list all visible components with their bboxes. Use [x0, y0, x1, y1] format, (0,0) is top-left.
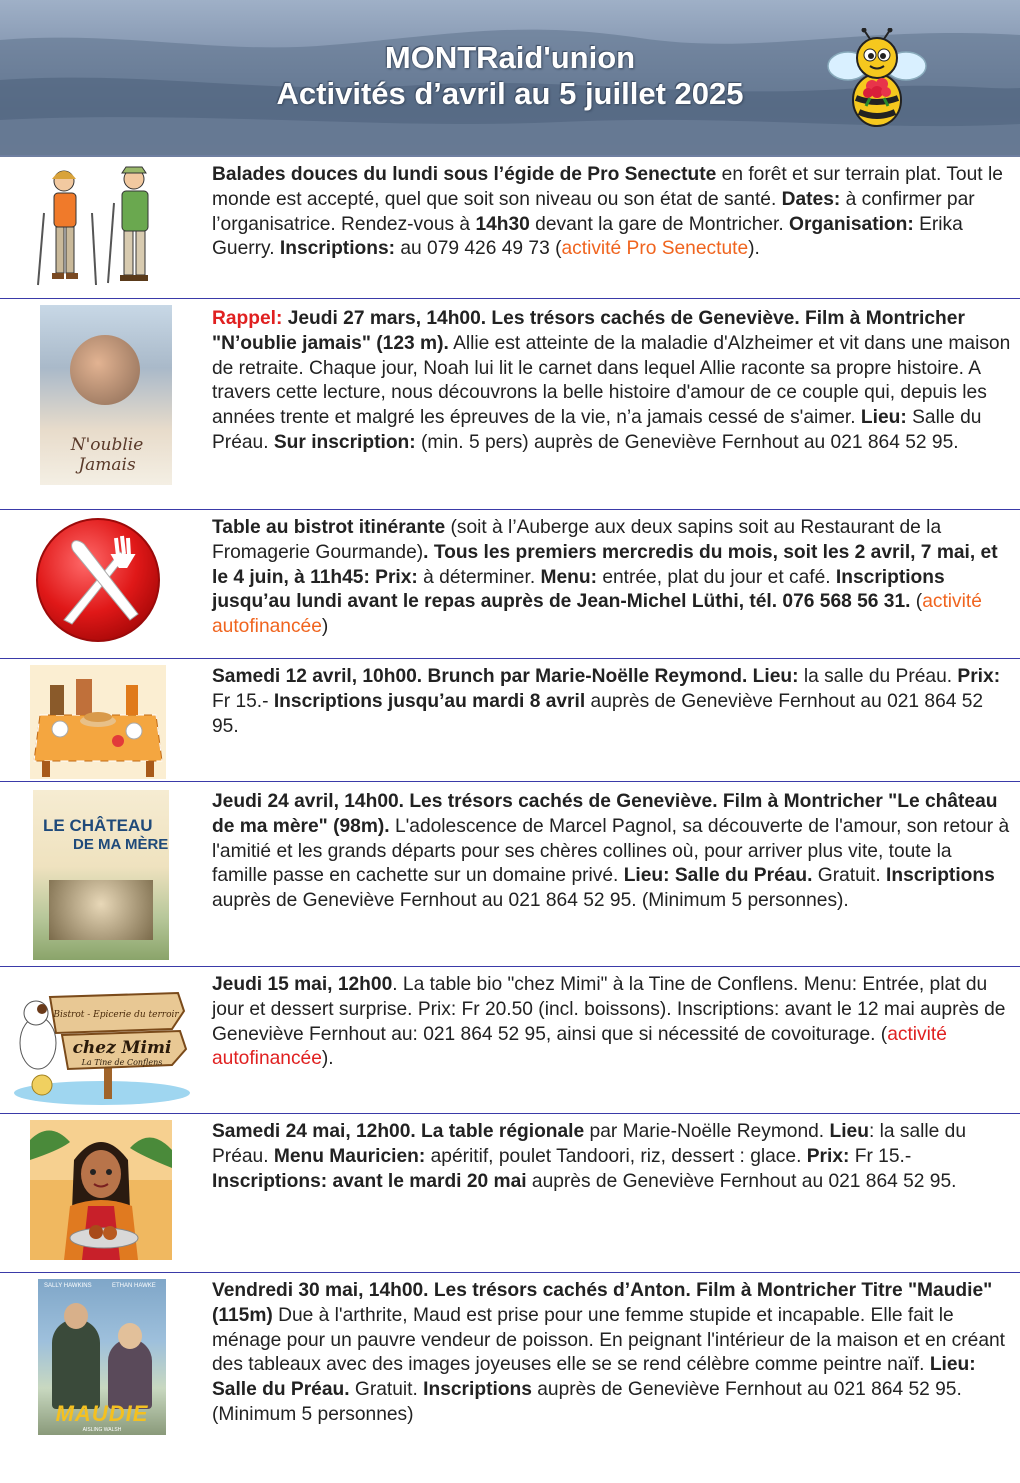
chez-mimi-sign	[12, 973, 192, 1107]
poster-title: MAUDIE	[55, 1401, 149, 1426]
event-text-part: Samedi 12 avril, 10h00. Brunch par Marie-Noëlle Reymond. Lieu:	[212, 666, 799, 687]
event-text-part: Inscriptions	[423, 1379, 532, 1401]
event-text-part: Salle du Préau.	[212, 407, 982, 453]
event-text-part: Rappel:	[212, 308, 283, 329]
event-text-part: Inscriptions	[886, 865, 995, 887]
event-text-part: Prix:	[957, 666, 1001, 687]
event-text-part: activité autofinancée	[212, 1023, 947, 1070]
event-text-part: Gratuit.	[812, 865, 887, 887]
event-text-part: auprès de Geneviève Fernhout au 021 864 52 95. (Minimum 5 personnes)	[212, 1379, 962, 1425]
event-text-part: Prix:	[806, 1145, 850, 1167]
event-text-part: au 079 426 49 73 (	[395, 238, 562, 260]
event-text-part: auprès de Geneviève Fernhout au 021 864 52 95. (Minimum 5 personnes).	[212, 890, 849, 912]
poster-chateau-de-ma-mere	[33, 790, 169, 960]
fork-knife-icon	[34, 516, 162, 644]
event-text-part: Inscriptions:	[279, 238, 396, 260]
event-text-part: Lieu: Salle du Préau.	[623, 865, 813, 887]
event-text-part: )	[321, 616, 329, 638]
event-row-bistrot	[0, 509, 1020, 658]
event-text-part: auprès de Geneviève Fernhout au 021 864 52 95.	[212, 690, 984, 737]
event-text	[212, 1120, 1012, 1194]
event-text	[212, 665, 1012, 739]
event-text	[212, 1279, 1012, 1428]
event-text-part: (soit à l’Auberge aux deux sapins soit au Restaurant de la Fromagerie Gourmande)	[212, 517, 942, 563]
event-text-part: en forêt et sur terrain plat. Tout le monde est accepté, quel que soit son niveau ou son état de santé.	[212, 164, 1003, 210]
event-text-part: à déterminer.	[417, 566, 541, 588]
mauritian-woman-illustration	[30, 1120, 172, 1260]
event-text-part: Vendredi 30 mai, 14h00. Les trésors cachés d’Anton. Film à Montricher Titre "Maudie" (115m)	[212, 1280, 993, 1326]
event-text-part: Fr 15.-	[849, 1145, 912, 1167]
event-text-part: Gratuit.	[349, 1379, 424, 1401]
event-text-part: ).	[321, 1048, 334, 1070]
header-banner	[0, 0, 1020, 157]
poster-actor-2: ETHAN HAWKE	[112, 1283, 156, 1289]
poster-title-1: LE CHÂTEAU	[43, 816, 153, 835]
event-text-part: ).	[748, 238, 760, 260]
event-text-part: Erika Guerry.	[212, 213, 963, 260]
poster-title-2: DE MA MÈRE	[73, 836, 169, 853]
event-text-part: Jeudi 24 avril, 14h00. Les trésors cachés de Geneviève. Film à Montricher "Le château de ma mère" (98m).	[212, 791, 998, 837]
event-row-balades	[0, 157, 1020, 297]
event-text-part: Inscriptions: avant le mardi 20 mai	[212, 1170, 527, 1192]
brunch-table-illustration	[30, 665, 166, 779]
event-row-table-regionale	[0, 1113, 1020, 1272]
event-text-part: devant la gare de Montricher.	[529, 213, 790, 235]
poster-actor-1: SALLY HAWKINS	[44, 1283, 92, 1289]
event-row-maudie	[0, 1272, 1020, 1473]
event-text-part: Jeudi 15 mai, 12h00	[212, 974, 393, 995]
event-text	[212, 790, 1012, 914]
event-text-part: entrée, plat du jour et café.	[596, 566, 836, 588]
event-text-part: apéritif, poulet Tandoori, riz, dessert : glace.	[425, 1145, 807, 1167]
event-text	[212, 163, 1012, 262]
hikers-illustration	[34, 163, 164, 291]
event-text	[212, 516, 1012, 640]
event-text-part: à confirmer par l’organisatrice. Rendez-vous à	[212, 188, 975, 235]
header-title-line1: MONTRaid'union	[384, 40, 636, 75]
event-text-part: Menu Mauricien:	[273, 1145, 426, 1167]
event-text-part: Lieu: Salle du Préau.	[212, 1354, 976, 1401]
event-text-part: la salle du Préau.	[798, 666, 958, 687]
event-text-part: . La table bio "chez Mimi" à la Tine de Conflens. Menu: Entrée, plat du jour et dessert surprise. Prix: Fr 20.50 (incl. boissons). Inscriptions: avant le 12 mai auprès de Geneviève Fernhout au: 021 864 52 95, ainsi que si nécessité de covoiturage. (	[212, 974, 1006, 1045]
poster-title: N'oublie Jamais	[70, 435, 144, 475]
event-text-part: activité Pro Senectute	[561, 238, 749, 260]
event-text-part: Table au bistrot itinérante	[212, 517, 446, 538]
event-text-part: Fr 15.-	[212, 690, 274, 712]
event-row-chateau	[0, 781, 1020, 966]
event-text-part: Allie est atteinte de la maladie d'Alzheimer et vit dans une maison de retraite. Chaque jour, Noah lui lit le carnet dans lequel Allie raconte sa propre histoire. A travers cette lecture, nous découvrons la belle histoire d'amour de ce couple qui, depuis les années trente et malgré les épreuves de la vie, n’a jamais cessé de s'aimer.	[212, 332, 1011, 429]
event-text-part: . Tous les premiers mercredis du mois, soit les 2 avril, 7 mai, et le 4 juin, à 11h45: Prix:	[212, 541, 998, 588]
event-text	[212, 973, 1012, 1072]
event-text-part: Due à l'arthrite, Maud est prise pour une femme stupide et incapable. Elle fait le ménage pour un pauvre vendeur de poisson. En peignant l'intérieur de la maison et en créant des tableaux avec des images joyeuses elle se se rend célèbre comme peintre naïf.	[212, 1304, 1006, 1376]
event-text-part: Dates:	[781, 188, 841, 210]
event-row-noublie-jamais	[0, 298, 1020, 509]
header-title-line2: Activités d’avril au 5 juillet 2025	[276, 76, 744, 111]
event-text-part: activité autofinancée	[212, 591, 982, 638]
event-text-part: Balades douces du lundi sous l’égide de Pro Senectute	[212, 164, 717, 185]
event-text-part: L'adolescence de Marcel Pagnol, sa découverte de l'amour, son retour à l'amitié et les grands départs pour ses chères collines où, pour arriver plus vite, toute la famille passe en cachette sur un domaine privé.	[212, 815, 1010, 887]
event-text-part: Inscriptions jusqu’au lundi avant le repas auprès de Jean-Michel Lüthi, tél. 076 568 56 31.	[212, 566, 945, 613]
poster-noublie-jamais	[40, 305, 172, 485]
event-row-chez-mimi	[0, 966, 1020, 1113]
event-text-part: Inscriptions jusqu’au mardi 8 avril	[273, 690, 586, 712]
event-text-part: Menu:	[540, 566, 597, 588]
event-text-part: par Marie-Noëlle Reymond.	[584, 1121, 830, 1142]
event-text-part: Lieu	[829, 1121, 869, 1142]
event-text-part: Organisation:	[789, 213, 914, 235]
poster-director: AISLING WALSH	[82, 1427, 122, 1433]
event-text-part: (	[910, 591, 923, 613]
event-text-part: : la salle du Préau.	[212, 1121, 966, 1167]
event-text-part: (min. 5 pers) auprès de Geneviève Fernhout au 021 864 52 95.	[415, 431, 959, 453]
poster-maudie	[38, 1279, 166, 1435]
event-row-brunch	[0, 658, 1020, 781]
sign-line3: La Tine de Conflens	[81, 1058, 163, 1067]
event-text-part: Jeudi 27 mars, 14h00. Les trésors cachés de Geneviève. Film à Montricher "N’oublie jamais" (123 m).	[212, 308, 965, 354]
event-text-part: Lieu:	[860, 407, 907, 429]
event-text-part: Samedi 24 mai, 12h00. La table régionale	[212, 1121, 585, 1142]
bee-mascot-icon	[826, 28, 928, 128]
event-text-part: 14h30	[475, 213, 530, 235]
sign-line1: Bistrot - Epicerie du terroir	[53, 1010, 179, 1020]
sign-line2: chez Mimi	[72, 1038, 172, 1058]
event-text	[212, 307, 1012, 456]
event-text-part: Sur inscription:	[273, 431, 416, 453]
event-text-part: auprès de Geneviève Fernhout au 021 864 52 95.	[526, 1170, 957, 1192]
